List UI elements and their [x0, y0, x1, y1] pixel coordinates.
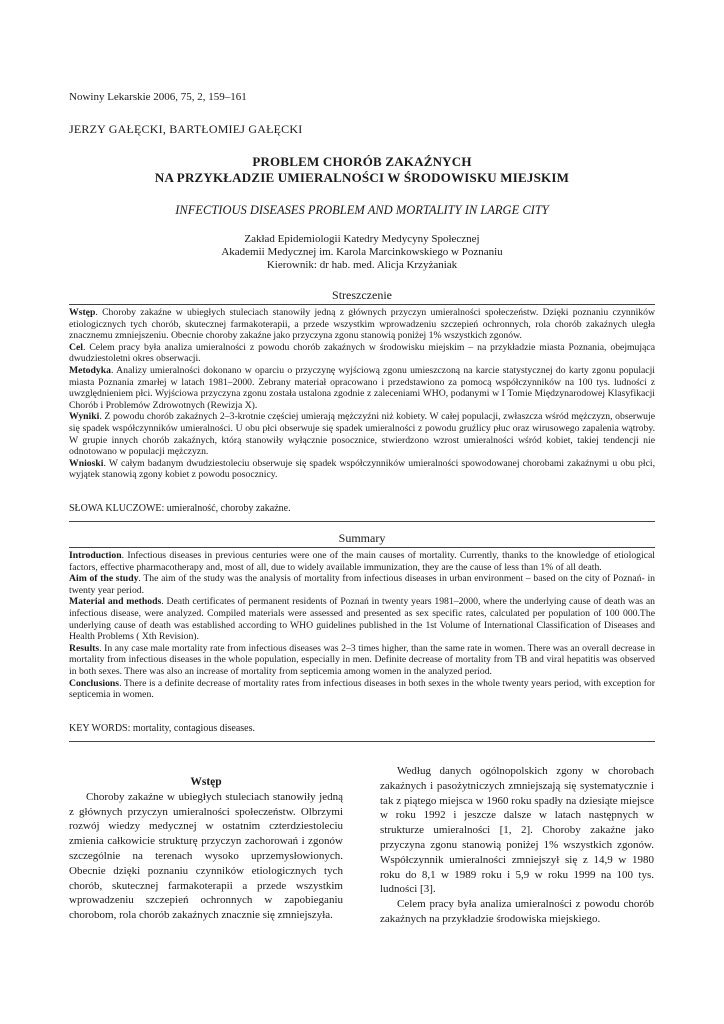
abstract-label: Aim of the study: [69, 573, 139, 585]
streszczenie-body: [69, 307, 655, 481]
title-pl-line1: PROBLEM CHORÓB ZAKAŹNYCH: [252, 154, 472, 169]
abstract-text: . Celem pracy była analiza umieralności z powodu chorób zakaźnych w środowisku miejskim – na przykładzie miasta Poznania, obejmująca dwudziestoletni okres obserwacji.: [69, 341, 655, 365]
abstract-paragraph: [69, 678, 655, 701]
abstract-paragraph: [69, 550, 655, 573]
abstract-label: Cel: [69, 341, 83, 353]
body-paragraph: Według danych ogólnopolskich zgony w chorobach zakaźnych i pasożytniczych zmniejszają się systematycznie i tak z piątego miejsca w 1960 roku spadły na dziesiąte miejsce w roku 1992 i jeszcze dalsze w latach następnych w strukturze umieralności [1, 2]. Choroby zakaźne jako przyczyna zgonu stanowią poniżej 1% wszystkich zgonów. Współczynnik umieralności zmniejszył się z 14,9 w 1980 roku do 8,1 w 1989 roku i 5,9 w roku 1999 na 100 tys. ludności [3].: [380, 765, 654, 896]
body-paragraph: Celem pracy była analiza umieralności z powodu chorób zakaźnych na przykładzie środowiska miejskiego.: [380, 898, 654, 925]
divider: [69, 521, 655, 522]
abstract-text: . The aim of the study was the analysis of mortality from infectious diseases in urban environment – based on the city of Poznań- in twenty year period.: [69, 573, 655, 596]
affiliation-line: Akademii Medycznej im. Karola Marcinkowskiego w Poznaniu: [221, 246, 503, 258]
affiliation-line: Kierownik: dr hab. med. Alicja Krzyżaniak: [266, 259, 458, 271]
body-paragraph: Choroby zakaźne w ubiegłych stuleciach stanowiły jedną z głównych przyczyn umieralności społeczeństw. Olbrzymi rozwój wiedzy medycznej w ostatnim czterdziestoleciu zmienia całkowicie strukturę przyczyn zachorowań i zgonów szczególnie na terenach wysoko uprzemysłowionych. Obecnie dzięki poznaniu czynników etiologicznych tych chorób, skutecznej farmakoterapii a przede wszystkim wprowadzeniu szczepień ochronnych w zapobieganiu chorobom, rola chorób zakaźnych znacznie się zmniejszyła.: [69, 790, 343, 922]
keywords-pl: SŁOWA KLUCZOWE: umieralność, choroby zakaźne.: [69, 503, 291, 514]
body-right-column: [380, 764, 654, 927]
abstract-paragraph: [69, 458, 655, 481]
abstract-text: . Infectious diseases in previous centuries were one of the main causes of mortality. Currently, thanks to the knowledge of etiological factors, effective pharmacotherapy and, most of all, due to widely available immunization, they are the cause of less than 1% of all death.: [69, 550, 655, 573]
abstract-paragraph: [69, 573, 655, 596]
abstract-text: . Death certificates of permanent residents of Poznań in twenty years 1981–2000, where the underlying cause of death was an infectious disease, were analyzed. Compiled materials were assessed and presented as sex specific rates, calculated per population of 100 000.The underlying cause of death was established according to WHO guidelines published in the 1st Volume of International Classification of Diseases and Health Problems ( Xth Revision).: [69, 596, 655, 643]
streszczenie-heading: Streszczenie: [332, 288, 392, 302]
abstract-label: Results: [69, 642, 100, 654]
abstract-label: Wstęp: [69, 307, 96, 318]
abstract-paragraph: [69, 643, 655, 678]
abstract-paragraph: [69, 365, 655, 411]
abstract-paragraph: [69, 596, 655, 642]
section-heading-wstep: Wstęp: [190, 776, 222, 788]
abstract-label: Wyniki: [69, 411, 100, 423]
abstract-label: Metodyka: [69, 364, 111, 376]
abstract-label: Conclusions: [69, 677, 120, 689]
abstract-paragraph: [69, 411, 655, 457]
title-en: INFECTIOUS DISEASES PROBLEM AND MORTALITY IN LARGE CITY: [175, 203, 549, 217]
affiliation-line: Zakład Epidemiologii Katedry Medycyny Społecznej: [244, 233, 480, 245]
abstract-label: Material and methods: [69, 596, 162, 608]
abstract-text: . W całym badanym dwudziestoleciu obserwuje się spadek współczynników umieralności spowodowanej chorobami zakaźnymi u obu płci, wyjątek stanowią zgony kobiet z powodu posocznicy.: [69, 457, 655, 481]
abstract-paragraph: [69, 342, 655, 365]
body-left-column: [69, 775, 343, 923]
abstract-text: . Analizy umieralności dokonano w oparciu o przyczynę wyjściową zgonu umieszczoną na karcie statystycznej do karty zgonu populacji miasta Poznania zmarłej w latach 1981–2000. Zebrany materiał opracowano i przedstawiono za pomocą współczynników na 100 tys. ludności z uwzględnieniem płci. Wyjściowa przyczyna zgonu została ustalona zgodnie z zaleceniami WHO, podanymi w I Tomie Międzynarodowej Klasyfikacji Chorób i Problemów Zdrowotnych (Rewizja X).: [69, 364, 655, 411]
abstract-text: . In any case male mortality rate from infectious diseases was 2–3 times higher, than the same rate in women. There was an overall decrease in mortality from infectious diseases in the whole population, especially in men. Definite decrease of mortality from TB and viral hepatitis was observed in both sexes. There was also an increase of mortality from septicemia among women in the analyzed period.: [69, 642, 655, 677]
divider: [69, 741, 655, 742]
keywords-en: KEY WORDS: mortality, contagious diseases.: [69, 723, 255, 734]
abstract-label: Introduction: [69, 550, 122, 561]
summary-body: [69, 550, 655, 701]
journal-reference: Nowiny Lekarskie 2006, 75, 2, 159–161: [69, 91, 247, 103]
divider: [69, 304, 655, 305]
abstract-text: . There is a definite decrease of mortality rates from infectious diseases in both sexes in the whole twenty years period, with exception for septicemia in women.: [69, 677, 655, 701]
title-pl-line2: NA PRZYKŁADZIE UMIERALNOŚCI W ŚRODOWISKU MIEJSKIM: [154, 170, 570, 185]
abstract-text: . Choroby zakaźne w ubiegłych stuleciach stanowiły jedną z głównych przyczyn umieralności społeczeństw. Dzięki poznaniu czynników etiologicznych tych chorób, skutecznej farmakoterapii, a przede wszystkim wprowadzeniu szczepień ochronnych, rola chorób zakaźnych uległa znacznemu zmniejszeniu. Obecnie choroby zakaźne jako przyczyna zgonu stanowią poniżej 1% wszystkich zgonów.: [69, 307, 655, 342]
abstract-paragraph: [69, 307, 655, 342]
abstract-text: . Z powodu chorób zakaźnych 2–3-krotnie częściej umierają mężczyźni niż kobiety. W całej populacji, zwłaszcza wśród mężczyzn, obserwuje się spadek współczynników umieralności. U obu płci obserwuje się spadek umieralności z powodu gruźlicy płuc oraz wirusowego zapalenia wątroby. W grupie innych chorób zakaźnych, którą stanowiły wyłącznie posocznice, stwierdzono wzrost umieralności wśród kobiet, takiej tendencji nie odnotowano w populacji mężczyzn.: [69, 411, 655, 458]
abstract-label: Wnioski: [69, 457, 104, 469]
authors: JERZY GAŁĘCKI, BARTŁOMIEJ GAŁĘCKI: [69, 122, 303, 136]
divider: [69, 547, 655, 548]
summary-heading: Summary: [338, 531, 386, 545]
